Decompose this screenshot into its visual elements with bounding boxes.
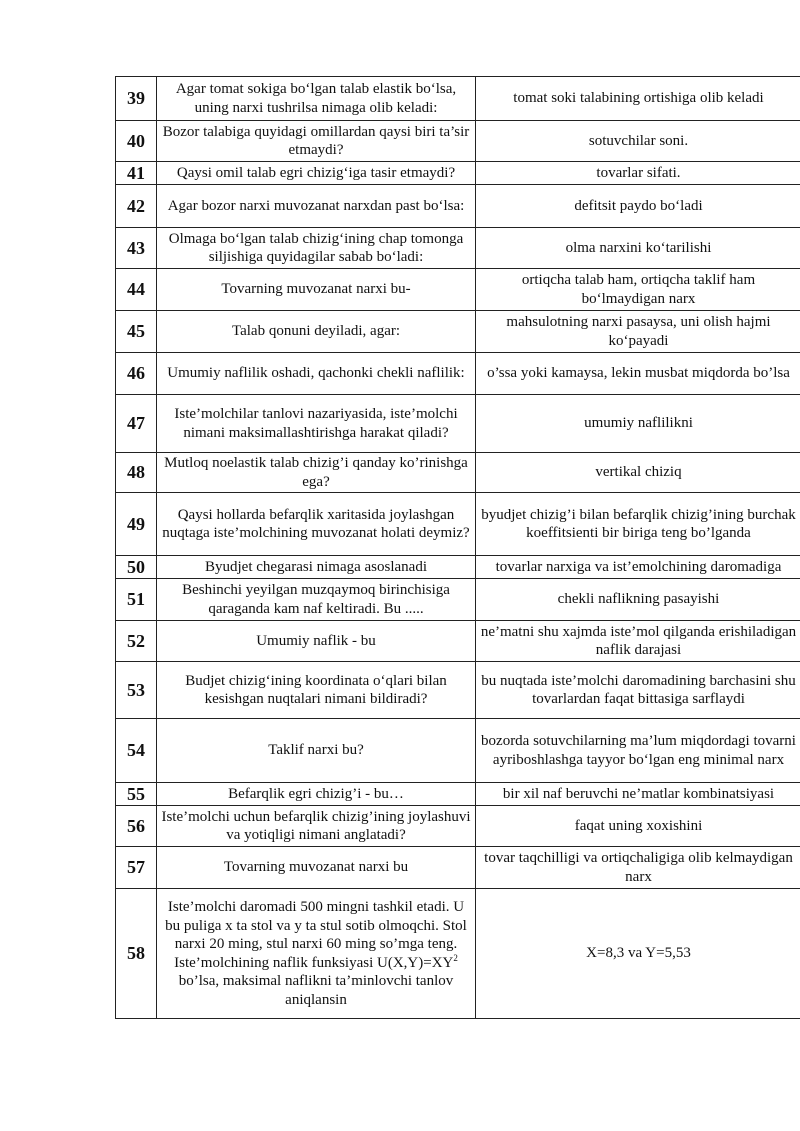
question-text-part: Iste’molchi daromadi 500 mingni tashkil etadi. U bu puliga x ta stol va y ta stul sotib olmoqchi. Stol narxi 20 ming, stul narxi 60 ming so’mga teng. Iste’molchining naflik funksiyasi U(X,Y)=XY — [165, 899, 467, 971]
answer-text: umumiy naflilikni — [476, 395, 800, 453]
question-text: Agar bozor narxi muvozanat narxdan past bo‘lsa: — [157, 185, 476, 228]
answer-text: bozorda sotuvchilarning ma’lum miqdordagi tovarni ayriboshlashga tayyor bo‘lgan eng minimal narx — [476, 719, 800, 783]
qa-table — [115, 76, 800, 1019]
answer-text: defitsit paydo bo‘ladi — [476, 185, 800, 228]
table-row — [116, 395, 800, 453]
table-row — [116, 353, 800, 395]
question-number: 40 — [116, 121, 157, 162]
question-text: Tovarning muvozanat narxi bu — [157, 847, 476, 889]
table-row — [116, 269, 800, 311]
table-row — [116, 889, 800, 1019]
question-text-part: bo’lsa, maksimal naflikni ta’minlovchi tanlov aniqlansin — [178, 973, 454, 1008]
question-number: 39 — [116, 77, 157, 121]
question-number: 51 — [116, 579, 157, 621]
answer-text: tovar taqchilligi va ortiqchaligiga olib kelmaydigan narx — [476, 847, 800, 889]
question-number: 43 — [116, 228, 157, 269]
question-text: Tovarning muvozanat narxi bu- — [157, 269, 476, 311]
exponent: 2 — [453, 952, 458, 963]
table-row — [116, 579, 800, 621]
answer-text: vertikal chiziq — [476, 453, 800, 493]
table-row — [116, 806, 800, 847]
question-text: Beshinchi yeyilgan muzqaymoq birinchisiga qaraganda kam naf keltiradi. Bu ..... — [157, 579, 476, 621]
table-row — [116, 662, 800, 719]
answer-text: faqat uning xoxishini — [476, 806, 800, 847]
question-number: 45 — [116, 311, 157, 353]
question-number: 55 — [116, 783, 157, 806]
answer-text: byudjet chizig’i bilan befarqlik chizig’ining burchak koeffitsienti bir biriga teng bo’lganda — [476, 493, 800, 556]
answer-text: ne’matni shu xajmda iste’mol qilganda erishiladigan naflik darajasi — [476, 621, 800, 662]
question-number: 47 — [116, 395, 157, 453]
table-row — [116, 453, 800, 493]
question-number: 57 — [116, 847, 157, 889]
question-text: Byudjet chegarasi nimaga asoslanadi — [157, 556, 476, 579]
question-number: 50 — [116, 556, 157, 579]
question-text: Talab qonuni deyiladi, agar: — [157, 311, 476, 353]
question-text: Mutloq noelastik talab chizig’i qanday ko’rinishga ega? — [157, 453, 476, 493]
table-row — [116, 121, 800, 162]
table-row — [116, 556, 800, 579]
question-number: 42 — [116, 185, 157, 228]
table-row — [116, 311, 800, 353]
question-text: Umumiy naflik - bu — [157, 621, 476, 662]
table-row — [116, 77, 800, 121]
answer-text: bir xil naf beruvchi ne’matlar kombinatsiyasi — [476, 783, 800, 806]
question-number: 54 — [116, 719, 157, 783]
table-row — [116, 847, 800, 889]
question-number: 46 — [116, 353, 157, 395]
answer-text: tovarlar sifati. — [476, 162, 800, 185]
answer-text: olma narxini ko‘tarilishi — [476, 228, 800, 269]
question-text — [157, 889, 476, 1019]
question-text: Iste’molchilar tanlovi nazariyasida, iste’molchi nimani maksimallashtirishga harakat qiladi? — [157, 395, 476, 453]
table-row — [116, 228, 800, 269]
table-row — [116, 783, 800, 806]
table-row — [116, 493, 800, 556]
question-text: Umumiy naflilik oshadi, qachonki chekli naflilik: — [157, 353, 476, 395]
answer-text: sotuvchilar soni. — [476, 121, 800, 162]
table-row — [116, 185, 800, 228]
question-text: Iste’molchi uchun befarqlik chizig’ining joylashuvi va yotiqligi nimani anglatadi? — [157, 806, 476, 847]
question-number: 56 — [116, 806, 157, 847]
question-text: Befarqlik egri chizig’i - bu… — [157, 783, 476, 806]
answer-text: tovarlar narxiga va ist’emolchining daromadiga — [476, 556, 800, 579]
answer-text: tomat soki talabining ortishiga olib keladi — [476, 77, 800, 121]
question-text: Qaysi hollarda befarqlik xaritasida joylashgan nuqtaga iste’molchining muvozanat holati deymiz? — [157, 493, 476, 556]
answer-text: bu nuqtada iste’molchi daromadining barchasini shu tovarlardan faqat bittasiga sarflaydi — [476, 662, 800, 719]
question-number: 48 — [116, 453, 157, 493]
question-text: Bozor talabiga quyidagi omillardan qaysi biri ta’sir etmaydi? — [157, 121, 476, 162]
answer-text: ortiqcha talab ham, ortiqcha taklif ham bo‘lmaydigan narx — [476, 269, 800, 311]
question-number: 44 — [116, 269, 157, 311]
question-number: 41 — [116, 162, 157, 185]
question-number: 49 — [116, 493, 157, 556]
question-text: Qaysi omil talab egri chizig‘iga tasir etmaydi? — [157, 162, 476, 185]
question-text: Olmaga bo‘lgan talab chizig‘ining chap tomonga siljishiga quyidagilar sabab bo‘ladi: — [157, 228, 476, 269]
table-row — [116, 162, 800, 185]
answer-text: mahsulotning narxi pasaysa, uni olish hajmi ko‘payadi — [476, 311, 800, 353]
question-number: 53 — [116, 662, 157, 719]
question-number: 52 — [116, 621, 157, 662]
question-text: Agar tomat sokiga bo‘lgan talab elastik bo‘lsa, uning narxi tushrilsa nimaga olib keladi: — [157, 77, 476, 121]
answer-text: chekli naflikning pasayishi — [476, 579, 800, 621]
table-row — [116, 621, 800, 662]
answer-text: X=8,3 va Y=5,53 — [476, 889, 800, 1019]
answer-text: o’ssa yoki kamaysa, lekin musbat miqdorda bo’lsa — [476, 353, 800, 395]
question-number: 58 — [116, 889, 157, 1019]
question-text: Budjet chizig‘ining koordinata o‘qlari bilan kesishgan nuqtalari nimani bildiradi? — [157, 662, 476, 719]
table-row — [116, 719, 800, 783]
question-text: Taklif narxi bu? — [157, 719, 476, 783]
